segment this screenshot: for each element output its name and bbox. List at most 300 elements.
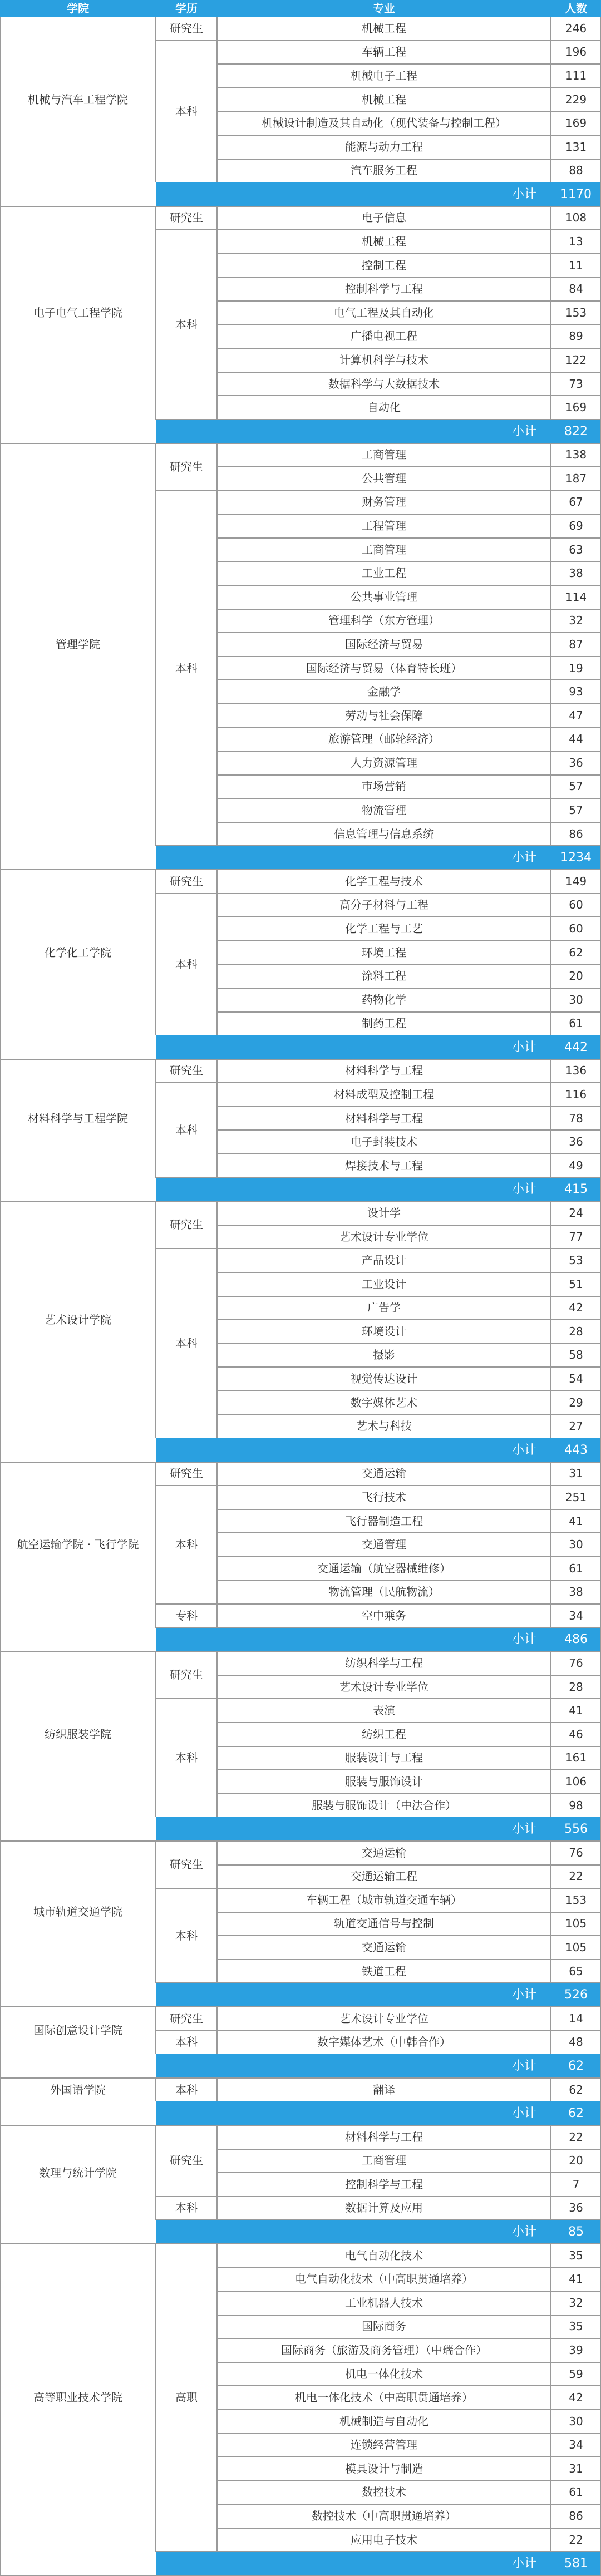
subtotal-label: 小计	[156, 1035, 551, 1059]
major-cell: 服装设计与工程	[345, 1751, 423, 1765]
column-divider	[216, 1651, 218, 1817]
row-divider	[217, 2267, 601, 2268]
row-divider	[217, 300, 601, 302]
count-cell: 86	[569, 827, 583, 841]
column-divider	[550, 2007, 551, 2054]
major-cell: 自动化	[367, 401, 401, 414]
major-cell: 汽车服务工程	[351, 164, 417, 177]
column-divider	[550, 1651, 551, 1817]
major-cell: 服装与服饰设计	[345, 1774, 423, 1788]
row-divider	[217, 656, 601, 657]
column-divider	[550, 1841, 551, 1983]
count-cell: 41	[569, 1514, 583, 1528]
column-divider	[550, 870, 551, 1035]
major-cell: 车辆工程（城市轨道交通车辆）	[306, 1893, 462, 1907]
count-cell: 47	[569, 708, 583, 722]
row-divider	[217, 988, 601, 989]
count-cell: 19	[569, 661, 583, 675]
row-divider	[217, 2480, 601, 2481]
row-divider	[217, 1319, 601, 1320]
column-divider	[216, 2125, 218, 2220]
row-divider	[217, 964, 601, 965]
count-cell: 57	[569, 803, 583, 817]
count-cell: 122	[565, 353, 587, 367]
row-divider	[217, 1959, 601, 1960]
row-divider	[217, 2338, 601, 2339]
row-divider	[217, 1414, 601, 1415]
major-cell: 数字媒体艺术	[351, 1395, 417, 1409]
major-cell: 交通运输	[362, 1941, 406, 1955]
level-cell: 研究生	[170, 1218, 203, 1232]
level-cell: 本科	[175, 2035, 198, 2049]
row-divider	[217, 1722, 601, 1723]
subtotal-value: 581	[551, 2552, 601, 2575]
count-cell: 86	[569, 2509, 583, 2523]
major-cell: 电子封装技术	[351, 1135, 417, 1149]
count-cell: 41	[569, 2272, 583, 2286]
college-cell: 化学化工学院	[45, 945, 111, 959]
major-cell: 控制科学与工程	[345, 282, 423, 296]
major-cell: 材料成型及控制工程	[334, 1088, 434, 1102]
major-cell: 交通运输	[362, 1467, 406, 1481]
header-major: 专业	[217, 0, 551, 17]
column-divider	[155, 1201, 156, 1438]
major-cell: 交通运输	[362, 1845, 406, 1859]
count-cell: 105	[565, 1941, 587, 1955]
major-cell: 焊接技术与工程	[345, 1158, 423, 1172]
college-cell: 数理与统计学院	[39, 2165, 117, 2179]
college-cell: 机械与汽车工程学院	[28, 92, 128, 106]
count-cell: 61	[569, 2485, 583, 2499]
subtotal-value: 443	[551, 1438, 601, 1462]
major-cell: 机械工程	[362, 92, 406, 106]
major-cell: 工商管理	[362, 542, 406, 556]
column-divider	[216, 1841, 218, 1983]
column-divider	[216, 2244, 218, 2552]
major-cell: 产品设计	[362, 1254, 406, 1267]
college-cell: 国际创意设计学院	[33, 2024, 122, 2037]
row-divider	[217, 111, 601, 112]
row-divider	[217, 727, 601, 728]
count-cell: 32	[569, 614, 583, 628]
count-cell: 54	[569, 1372, 583, 1386]
row-divider	[217, 1912, 601, 1913]
count-cell: 61	[569, 1016, 583, 1030]
count-cell: 41	[569, 1704, 583, 1718]
major-cell: 工业设计	[362, 1277, 406, 1291]
count-cell: 105	[565, 1917, 587, 1931]
subtotal-label: 小计	[156, 2220, 551, 2244]
college-cell: 电子电气工程学院	[33, 305, 122, 319]
count-cell: 49	[569, 1158, 583, 1172]
count-cell: 13	[569, 235, 583, 249]
count-cell: 20	[569, 2154, 583, 2168]
column-divider	[155, 2125, 156, 2220]
row-divider	[217, 324, 601, 325]
major-cell: 应用电子技术	[351, 2533, 417, 2547]
count-cell: 44	[569, 732, 583, 746]
level-cell: 专科	[175, 1608, 198, 1622]
row-divider	[217, 2291, 601, 2292]
subtotal-value: 62	[551, 2054, 601, 2078]
major-cell: 环境工程	[362, 945, 406, 959]
count-cell: 35	[569, 2320, 583, 2333]
major-cell: 数据科学与大数据技术	[328, 377, 440, 391]
count-cell: 38	[569, 566, 583, 580]
major-cell: 纺织科学与工程	[345, 1656, 423, 1670]
row-divider	[217, 2149, 601, 2150]
major-cell: 表演	[373, 1704, 395, 1718]
column-divider	[155, 1651, 156, 1817]
column-divider	[550, 2244, 551, 2552]
count-cell: 11	[569, 258, 583, 272]
college-cell: 纺织服装学院	[45, 1727, 111, 1741]
column-divider	[155, 1059, 156, 1178]
level-cell: 研究生	[170, 1668, 203, 1682]
major-cell: 数据计算及应用	[345, 2201, 423, 2215]
row-divider	[217, 1366, 601, 1368]
major-cell: 旅游管理（邮轮经济）	[328, 732, 440, 746]
count-cell: 77	[569, 1230, 583, 1243]
count-cell: 60	[569, 921, 583, 935]
count-cell: 59	[569, 2367, 583, 2381]
major-cell: 纺织工程	[362, 1727, 406, 1741]
college-cell: 航空运输学院 · 飞行学院	[17, 1538, 139, 1552]
major-cell: 数字媒体艺术（中韩合作）	[317, 2035, 451, 2049]
column-divider	[216, 2078, 218, 2102]
column-divider	[155, 1462, 156, 1628]
count-cell: 34	[569, 2438, 583, 2452]
major-cell: 连锁经营管理	[351, 2438, 417, 2452]
level-cell: 本科	[175, 2082, 198, 2096]
subtotal-label: 小计	[156, 1817, 551, 1841]
row-divider	[217, 1390, 601, 1391]
subtotal-label: 小计	[156, 2054, 551, 2078]
subtotal-label: 小计	[156, 2552, 551, 2575]
major-cell: 飞行器制造工程	[345, 1514, 423, 1528]
subtotal-value: 442	[551, 1035, 601, 1059]
major-cell: 飞行技术	[362, 1490, 406, 1504]
major-cell: 国际经济与贸易	[345, 637, 423, 651]
count-cell: 34	[569, 1608, 583, 1622]
count-cell: 36	[569, 756, 583, 769]
count-cell: 76	[569, 1656, 583, 1670]
count-cell: 32	[569, 2296, 583, 2309]
row-divider	[217, 609, 601, 610]
subtotal-label: 小计	[156, 1438, 551, 1462]
major-cell: 铁道工程	[362, 1964, 406, 1978]
count-cell: 131	[565, 140, 587, 154]
major-cell: 劳动与社会保障	[345, 708, 423, 722]
major-cell: 服装与服饰设计（中法合作）	[312, 1798, 456, 1812]
row-divider	[217, 159, 601, 160]
row-divider	[217, 703, 601, 704]
major-cell: 公共事业管理	[351, 590, 417, 604]
count-cell: 61	[569, 1561, 583, 1575]
subtotal-value: 62	[551, 2101, 601, 2125]
college-cell: 材料科学与工程学院	[28, 1111, 128, 1125]
row-divider	[217, 135, 601, 136]
major-cell: 交通运输（航空器械维修）	[317, 1561, 451, 1575]
major-cell: 环境设计	[362, 1324, 406, 1338]
major-cell: 机电一体化技术	[345, 2367, 423, 2381]
count-cell: 63	[569, 542, 583, 556]
row-divider	[217, 940, 601, 941]
major-cell: 空中乘务	[362, 1608, 406, 1622]
row-divider	[217, 2315, 601, 2316]
row-divider	[217, 1556, 601, 1557]
college-cell: 高等职业技术学院	[33, 2391, 122, 2405]
major-cell: 电子信息	[362, 211, 406, 225]
major-cell: 广告学	[367, 1301, 401, 1315]
row-divider	[217, 372, 601, 373]
column-divider	[155, 2078, 156, 2102]
major-cell: 机电一体化技术（中高职贯通培养）	[295, 2391, 473, 2405]
column-divider	[216, 17, 218, 182]
major-cell: 国际商务（旅游及商务管理）（中瑞合作）	[281, 2343, 487, 2357]
count-cell: 48	[569, 2035, 583, 2049]
count-cell: 31	[569, 1467, 583, 1481]
major-cell: 制药工程	[362, 1016, 406, 1030]
count-cell: 60	[569, 898, 583, 912]
count-cell: 169	[565, 116, 587, 130]
count-cell: 38	[569, 1585, 583, 1599]
major-cell: 控制工程	[362, 258, 406, 272]
count-cell: 22	[569, 1869, 583, 1883]
count-cell: 149	[565, 874, 587, 888]
major-cell: 视觉传达设计	[351, 1372, 417, 1386]
college-cell: 城市轨道交通学院	[33, 1905, 122, 1919]
count-cell: 22	[569, 2533, 583, 2547]
column-divider	[216, 2007, 218, 2054]
row-divider	[217, 277, 601, 278]
count-cell: 20	[569, 969, 583, 983]
row-divider	[217, 1225, 601, 1226]
row-divider	[217, 1746, 601, 1747]
count-cell: 87	[569, 637, 583, 651]
row-divider	[217, 1935, 601, 1936]
major-cell: 涂料工程	[362, 969, 406, 983]
count-cell: 246	[565, 21, 587, 35]
column-divider	[155, 1841, 156, 1983]
count-cell: 35	[569, 2248, 583, 2262]
major-cell: 市场营销	[362, 779, 406, 793]
major-cell: 能源与动力工程	[345, 140, 423, 154]
count-cell: 169	[565, 401, 587, 414]
count-cell: 51	[569, 1277, 583, 1291]
row-divider	[217, 1129, 601, 1131]
major-cell: 物流管理	[362, 803, 406, 817]
row-divider	[217, 1343, 601, 1344]
major-cell: 高分子材料与工程	[339, 898, 428, 912]
college-cell: 管理学院	[56, 637, 100, 651]
row-divider	[217, 751, 601, 752]
subtotal-value: 1234	[551, 846, 601, 870]
major-cell: 材料科学与工程	[345, 2130, 423, 2144]
major-cell: 国际经济与贸易（体育特长班）	[306, 661, 462, 675]
count-cell: 84	[569, 282, 583, 296]
column-divider	[216, 1059, 218, 1178]
row-divider	[217, 2172, 601, 2173]
column-divider	[216, 870, 218, 1035]
column-divider	[550, 1201, 551, 1438]
major-cell: 交通运输工程	[351, 1869, 417, 1883]
row-divider	[217, 1864, 601, 1866]
row-divider	[217, 1793, 601, 1794]
count-cell: 22	[569, 2130, 583, 2144]
level-cell: 本科	[175, 104, 198, 118]
college-cell: 艺术设计学院	[45, 1312, 111, 1326]
count-cell: 58	[569, 1348, 583, 1362]
count-cell: 76	[569, 1845, 583, 1859]
count-cell: 116	[565, 1088, 587, 1102]
count-cell: 153	[565, 305, 587, 319]
row-divider	[217, 2385, 601, 2386]
row-divider	[217, 1769, 601, 1770]
row-divider	[217, 632, 601, 633]
major-cell: 工业工程	[362, 566, 406, 580]
column-divider	[155, 2007, 156, 2054]
level-cell: 本科	[175, 1751, 198, 1765]
row-divider	[217, 348, 601, 349]
row-divider	[217, 2409, 601, 2410]
count-cell: 111	[565, 68, 587, 82]
count-cell: 78	[569, 1111, 583, 1125]
row-divider	[217, 2433, 601, 2434]
header-count: 人数	[551, 0, 601, 17]
row-divider	[217, 1532, 601, 1533]
major-cell: 数控技术（中高职贯通培养）	[312, 2509, 456, 2523]
column-divider	[155, 443, 156, 846]
major-cell: 控制科学与工程	[345, 2177, 423, 2191]
row-divider	[217, 916, 601, 917]
major-cell: 摄影	[373, 1348, 395, 1362]
level-cell: 本科	[175, 957, 198, 971]
major-cell: 信息管理与信息系统	[334, 827, 434, 841]
row-divider	[217, 2504, 601, 2505]
count-cell: 69	[569, 519, 583, 533]
column-divider	[550, 206, 551, 420]
column-divider	[550, 1059, 551, 1178]
subtotal-value: 822	[551, 420, 601, 443]
row-divider	[217, 2528, 601, 2529]
count-cell: 28	[569, 1680, 583, 1694]
count-cell: 187	[565, 471, 587, 485]
major-cell: 轨道交通信号与控制	[334, 1917, 434, 1931]
count-cell: 39	[569, 2343, 583, 2357]
major-cell: 机械制造与自动化	[339, 2414, 428, 2428]
level-cell: 研究生	[170, 2154, 203, 2168]
major-cell: 计算机科学与技术	[339, 353, 428, 367]
subtotal-label: 小计	[156, 846, 551, 870]
major-cell: 工商管理	[362, 448, 406, 462]
college-cell: 外国语学院	[50, 2082, 106, 2096]
count-cell: 53	[569, 1254, 583, 1267]
level-cell: 研究生	[170, 21, 203, 35]
count-cell: 136	[565, 1064, 587, 1078]
major-cell: 财务管理	[362, 495, 406, 509]
major-cell: 公共管理	[362, 471, 406, 485]
count-cell: 65	[569, 1964, 583, 1978]
row-divider	[217, 822, 601, 823]
count-cell: 62	[569, 2082, 583, 2096]
major-cell: 化学工程与技术	[345, 874, 423, 888]
row-divider	[217, 1011, 601, 1013]
major-cell: 电气自动化技术（中高职贯通培养）	[295, 2272, 473, 2286]
count-cell: 67	[569, 495, 583, 509]
level-cell: 研究生	[170, 211, 203, 225]
major-cell: 翻译	[373, 2082, 395, 2096]
column-divider	[216, 1462, 218, 1628]
row-divider	[217, 1153, 601, 1154]
count-cell: 98	[569, 1798, 583, 1812]
count-cell: 36	[569, 1135, 583, 1149]
level-cell: 本科	[175, 318, 198, 332]
level-cell: 研究生	[170, 1857, 203, 1871]
row-divider	[217, 774, 601, 776]
row-divider	[217, 253, 601, 254]
major-cell: 广播电视工程	[351, 329, 417, 343]
column-divider	[550, 1462, 551, 1628]
row-divider	[217, 1272, 601, 1273]
column-divider	[155, 2244, 156, 2552]
major-cell: 金融学	[367, 685, 401, 699]
level-cell: 本科	[175, 1928, 198, 1942]
count-cell: 196	[565, 45, 587, 59]
major-cell: 艺术设计专业学位	[339, 1680, 428, 1694]
subtotal-label: 小计	[156, 1178, 551, 1202]
subtotal-value: 556	[551, 1817, 601, 1841]
count-cell: 42	[569, 2391, 583, 2405]
row-divider	[217, 63, 601, 65]
row-divider	[217, 537, 601, 539]
subtotal-value: 1170	[551, 182, 601, 206]
subtotal-label: 小计	[156, 182, 551, 206]
count-cell: 138	[565, 448, 587, 462]
count-cell: 57	[569, 779, 583, 793]
major-cell: 艺术设计专业学位	[339, 2011, 428, 2025]
major-cell: 设计学	[367, 1206, 401, 1220]
major-cell: 药物化学	[362, 993, 406, 1006]
count-cell: 114	[565, 590, 587, 604]
major-cell: 材料科学与工程	[345, 1111, 423, 1125]
major-cell: 人力资源管理	[351, 756, 417, 769]
row-divider	[217, 2456, 601, 2457]
count-cell: 30	[569, 2414, 583, 2428]
subtotal-value: 526	[551, 1983, 601, 2007]
subtotal-label: 小计	[156, 420, 551, 443]
count-cell: 88	[569, 164, 583, 177]
level-cell: 本科	[175, 1336, 198, 1350]
level-cell: 研究生	[170, 460, 203, 473]
count-cell: 229	[565, 92, 587, 106]
count-cell: 7	[572, 2177, 580, 2191]
column-divider	[155, 17, 156, 182]
count-cell: 36	[569, 2201, 583, 2215]
row-divider	[217, 87, 601, 88]
level-cell: 研究生	[170, 874, 203, 888]
column-divider	[550, 2078, 551, 2102]
column-divider	[0, 17, 1, 2575]
column-divider	[155, 870, 156, 1035]
major-cell: 机械工程	[362, 235, 406, 249]
column-divider	[216, 443, 218, 846]
count-cell: 14	[569, 2011, 583, 2025]
header-level: 学历	[156, 0, 217, 17]
row-divider	[217, 395, 601, 396]
count-cell: 62	[569, 945, 583, 959]
count-cell: 93	[569, 685, 583, 699]
